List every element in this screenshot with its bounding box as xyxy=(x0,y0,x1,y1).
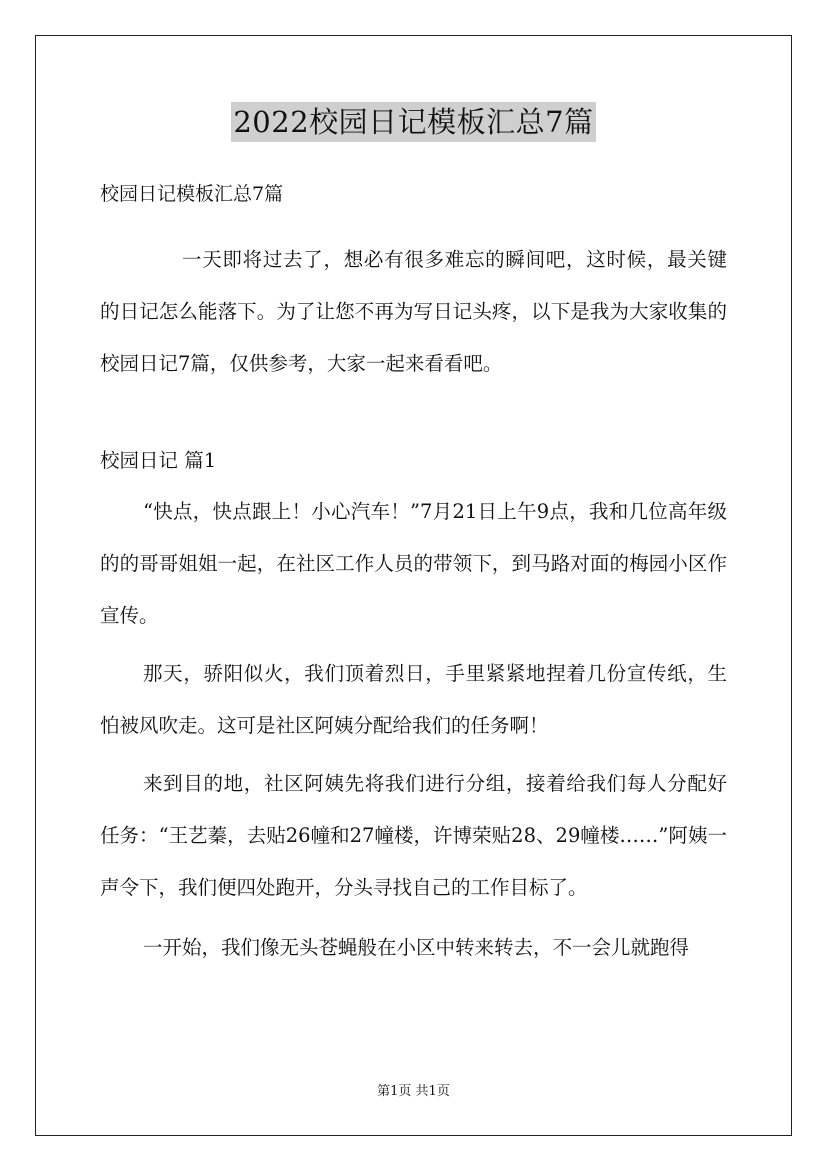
body-paragraph: 一开始，我们像无头苍蝇般在小区中转来转去，不一会儿就跑得 xyxy=(143,936,690,959)
section-heading: 校园日记 篇1 xyxy=(100,449,217,472)
intro-paragraph: 一天即将过去了，想必有很多难忘的瞬间吧，这时候，最关键的日记怎么能落下。为了让您不再为写日记头疼，以下是我为大家收集的校园日记7篇，仅供参考，大家一起来看看吧。 xyxy=(100,248,727,375)
title-container xyxy=(0,102,827,142)
body-paragraph: 来到目的地，社区阿姨先将我们进行分组，接着给我们每人分配好任务：“王艺蓁，去贴26幢和27幢楼，许博荣贴28、29幢楼……”阿姨一声令下，我们便四处跑开，分头寻找自己的工作目标了。 xyxy=(100,772,727,899)
body-paragraph: 那天，骄阳似火，我们顶着烈日，手里紧紧地捏着几份宣传纸，生怕被风吹走。这可是社区阿姨分配给我们的任务啊！ xyxy=(100,662,727,737)
document-body xyxy=(100,175,727,974)
document-subtitle: 校园日记模板汇总7篇 xyxy=(100,183,284,205)
page-footer: 第1页 共1页 xyxy=(377,1084,450,1099)
document-title: 2022校园日记模板汇总7篇 xyxy=(231,102,595,142)
body-paragraph: “快点，快点跟上！小心汽车！”7月21日上午9点，我和几位高年级的的哥哥姐姐一起，在社区工作人员的带领下，到马路对面的梅园小区作宣传。 xyxy=(100,500,727,627)
